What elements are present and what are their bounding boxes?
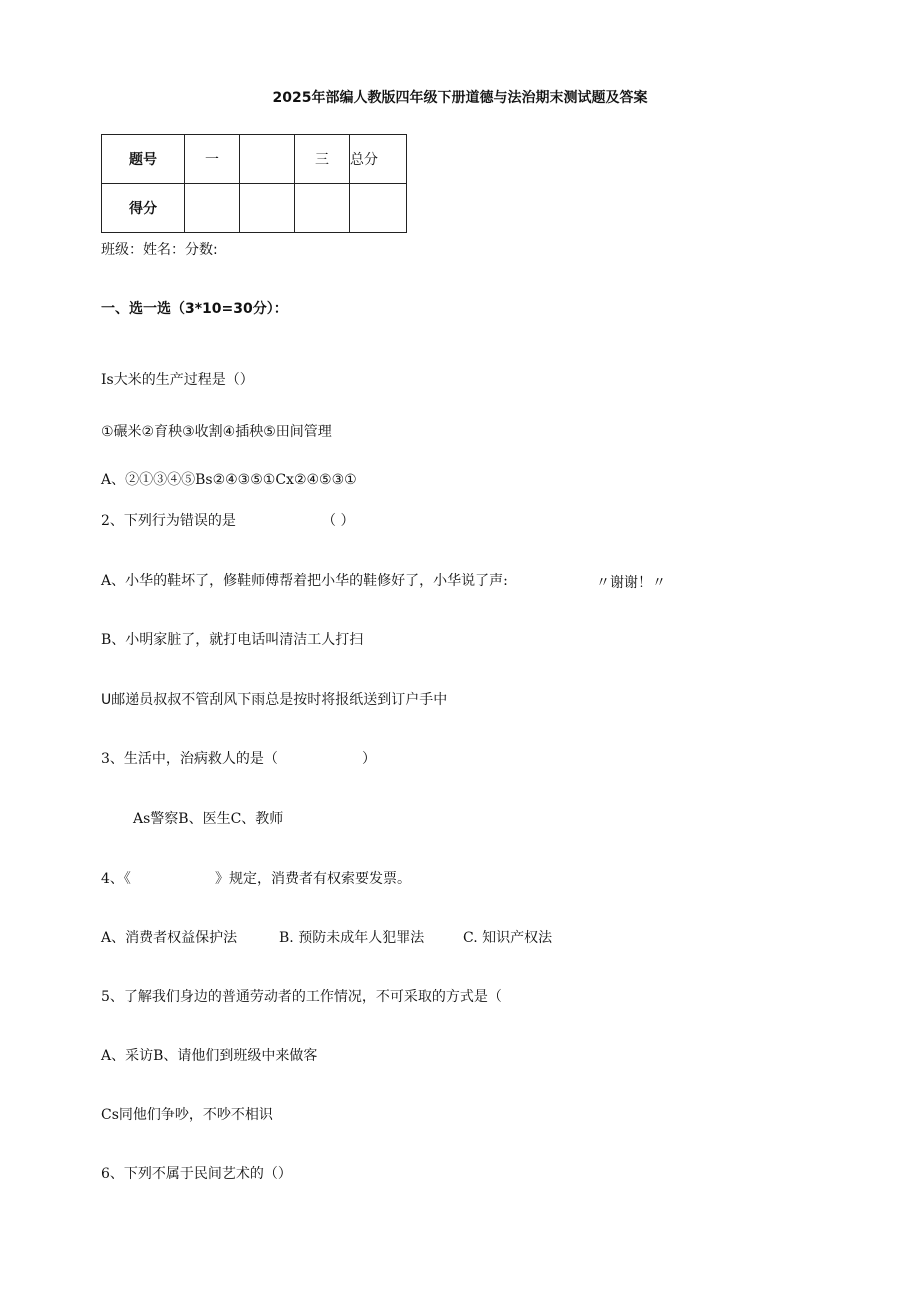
score-table-cell: 题号 <box>102 135 185 184</box>
question-4-stem-end: 》规定，消费者有权索要发票。 <box>215 871 411 887</box>
score-table-cell <box>350 184 407 233</box>
question-2-option-b: B、小明家脏了，就打电话叫清洁工人打扫 <box>101 632 364 648</box>
question-4-option-a: A、消费者权益保护法 <box>101 930 238 946</box>
score-table-cell <box>185 184 240 233</box>
info-line: 班级：姓名：分数: <box>101 242 218 258</box>
question-4-option-c: C. 知识产权法 <box>463 930 553 946</box>
score-table-cell: 三 <box>295 135 350 184</box>
score-table-cell: 得分 <box>102 184 185 233</box>
question-2-stem: 2、下列行为错误的是 <box>101 513 236 529</box>
score-table-header-row <box>102 135 407 184</box>
question-6-stem: 6、下列不属于民间艺术的（） <box>101 1166 292 1182</box>
question-5-stem: 5、了解我们身边的普通劳动者的工作情况，不可采取的方式是（ <box>101 989 502 1005</box>
score-table-cell: 总分 <box>350 135 407 184</box>
score-table-cell <box>240 184 295 233</box>
question-4-stem-start: 4、《 <box>101 871 131 887</box>
score-table-score-row <box>102 184 407 233</box>
question-1-steps: ①碾米②育秧③收割④插秧⑤田间管理 <box>101 424 332 440</box>
question-2-option-a: A、小华的鞋坏了，修鞋师傅帮着把小华的鞋修好了，小华说了声: <box>101 573 508 589</box>
section-heading: 一、选一选（3*10=30分）： <box>101 301 288 317</box>
score-table-cell <box>240 135 295 184</box>
score-table-cell: 一 <box>185 135 240 184</box>
question-3-stem: 3、生活中，治病救人的是（ <box>101 751 278 767</box>
page-title: 2025年部编人教版四年级下册道德与法治期末测试题及答案 <box>272 90 648 106</box>
question-3-paren-close: ） <box>362 751 376 767</box>
question-1-options: A、②①③④⑤Bs②④③⑤①Cx②④⑤③① <box>101 472 357 488</box>
question-5-option-c: Cs同他们争吵，不吵不相识 <box>101 1107 273 1123</box>
question-1-stem: Is大米的生产过程是（） <box>101 372 254 388</box>
question-2-option-a-quote: 〃谢谢！〃 <box>596 575 666 591</box>
question-2-paren: （ ） <box>322 513 355 529</box>
score-table-cell <box>295 184 350 233</box>
question-2-option-c: U邮递员叔叔不管刮风下雨总是按时将报纸送到订户手中 <box>101 692 448 708</box>
question-5-option-ab: A、采访B、请他们到班级中来做客 <box>101 1048 318 1064</box>
question-4-option-b: B. 预防未成年人犯罪法 <box>279 930 425 946</box>
score-table <box>101 134 407 233</box>
question-3-options: As警察B、医生C、教师 <box>133 811 284 827</box>
